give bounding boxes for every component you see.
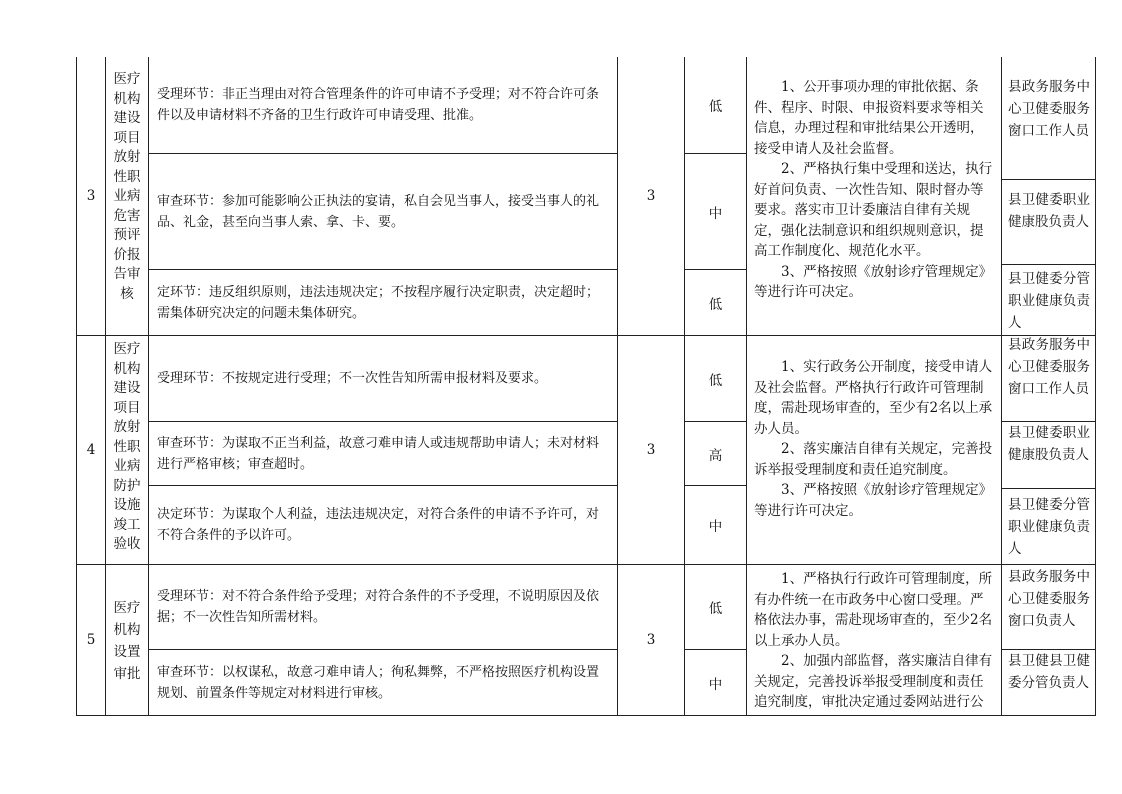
step-description: 审查环节：为谋取不正当利益，故意刁难申请人或违规帮助申请人；未对材料进行严格审核；审查超时。 [157, 435, 600, 472]
responsible-dept: 县卫健委职业健康股负责人 [1008, 425, 1090, 463]
item-name: 医疗机构设置审批 [113, 600, 141, 682]
step-description: 受理环节：非正当理由对符合管理条件的许可申请不予受理；对不符合许可条件以及申请材料不齐备的卫生行政许可申请受理、批准。 [157, 87, 600, 123]
measure-item: 2、加强内部监督，落实廉洁自律有关规定，完善投诉举报受理制度和责任追究制度，审批决定通过委网站进行公 [754, 653, 993, 710]
measure-item: 3、严格按照《放射诊疗管理规定》等进行许可决定。 [754, 263, 993, 300]
measure-item: 1、严格执行行政许可管理制度，所有办件统一在市政务中心窗口受理。严格依法办事，需赴现场审查的，至少2名以上承办人员。 [754, 571, 993, 649]
step-description: 审查环节：参加可能影响公正执法的宴请，私自会见当事人，接受当事人的礼品、礼金，甚至向当事人索、拿、卡、要。 [157, 193, 600, 230]
responsible-dept: 县卫健委分管职业健康负责人 [1008, 497, 1090, 557]
risk-point-count: 3 [646, 188, 656, 204]
risk-level: 低 [708, 372, 723, 389]
dept-separator [1001, 264, 1096, 265]
row-number: 3 [86, 188, 96, 204]
row-number: 5 [86, 632, 96, 648]
prevention-measures [754, 77, 996, 303]
dept-separator [1001, 179, 1096, 180]
risk-level: 中 [708, 205, 723, 222]
responsible-dept: 县政务服务中心卫健委服务窗口工作人员 [1008, 337, 1090, 397]
risk-level: 高 [708, 447, 723, 464]
table-rule [1001, 57, 1002, 716]
item-name: 医疗机构建设项目放射性职业病防护设施竣工验收 [113, 341, 141, 552]
measure-item: 2、严格执行集中受理和送达，执行好首问负责、一次性告知、限时督办等要求。落实市卫计委廉洁自律有关规定，强化法制意识和组织规则意识，提高工作制度化、规范化水平。 [754, 161, 993, 259]
risk-level: 中 [708, 519, 723, 535]
step-description: 审查环节：以权谋私，故意刁难申请人；徇私舞弊，不严格按照医疗机构设置规划、前置条件等规定对材料进行审核。 [157, 664, 600, 701]
risk-level: 低 [708, 99, 723, 115]
table-rule [746, 57, 747, 716]
responsible-dept: 县卫健委职业健康股负责人 [1008, 192, 1090, 230]
measure-item: 1、公开事项办理的审批依据、条件、程序、时限、申报资料要求等相关信息，办理过程和审批结果公开透明，接受申请人及社会监督。 [754, 79, 984, 157]
risk-level: 低 [708, 296, 723, 313]
table-rule [105, 57, 106, 716]
table-rule [148, 57, 149, 716]
step-description: 受理环节：不按规定进行受理；不一次性告知所需申报材料及要求。 [157, 371, 548, 386]
prevention-measures [754, 357, 996, 521]
item-name: 医疗机构建设项目放射性职业病危害预评价报告审核 [113, 71, 141, 302]
responsible-dept: 县政务服务中心卫健委服务窗口负责人 [1008, 569, 1090, 629]
measure-item: 1、实行政务公开制度，接受申请人及社会监督。严格执行行政许可管理制度，需赴现场审查的，至少有2名以上承办人员。 [754, 359, 993, 437]
risk-level: 中 [708, 676, 723, 693]
dept-separator [1001, 488, 1096, 489]
step-description: 决定环节：为谋取个人利益，违法违规决定，对符合条件的申请不予许可，对不符合条件的予以许可。 [157, 507, 600, 543]
table-border-bottom [76, 715, 1096, 716]
step-description: 定环节：违反组织原则，违法违规决定；不按程序履行决定职责，决定超时；需集体研究决定的问题未集体研究。 [157, 284, 600, 321]
prevention-measures [754, 569, 996, 715]
responsible-dept: 县卫健县卫健委分管负责人 [1008, 653, 1090, 691]
risk-point-count: 3 [646, 442, 656, 458]
step-description: 受理环节：对不符合条件给予受理；对符合条件的不予受理，不说明原因及依据；不一次性告知所需材料。 [157, 589, 600, 625]
responsible-dept: 县政务服务中心卫健委服务窗口工作人员 [1008, 79, 1090, 139]
responsible-dept: 县卫健委分管职业健康负责人 [1008, 271, 1090, 331]
risk-point-count: 3 [646, 632, 656, 648]
measure-item: 2、落实廉洁自律有关规定，完善投诉举报受理制度和责任追究制度。 [754, 441, 993, 478]
measure-item: 3、严格按照《放射诊疗管理规定》等进行许可决定。 [754, 482, 993, 519]
risk-level: 低 [708, 601, 723, 617]
row-number: 4 [86, 442, 96, 458]
table-border-right [1095, 57, 1096, 716]
